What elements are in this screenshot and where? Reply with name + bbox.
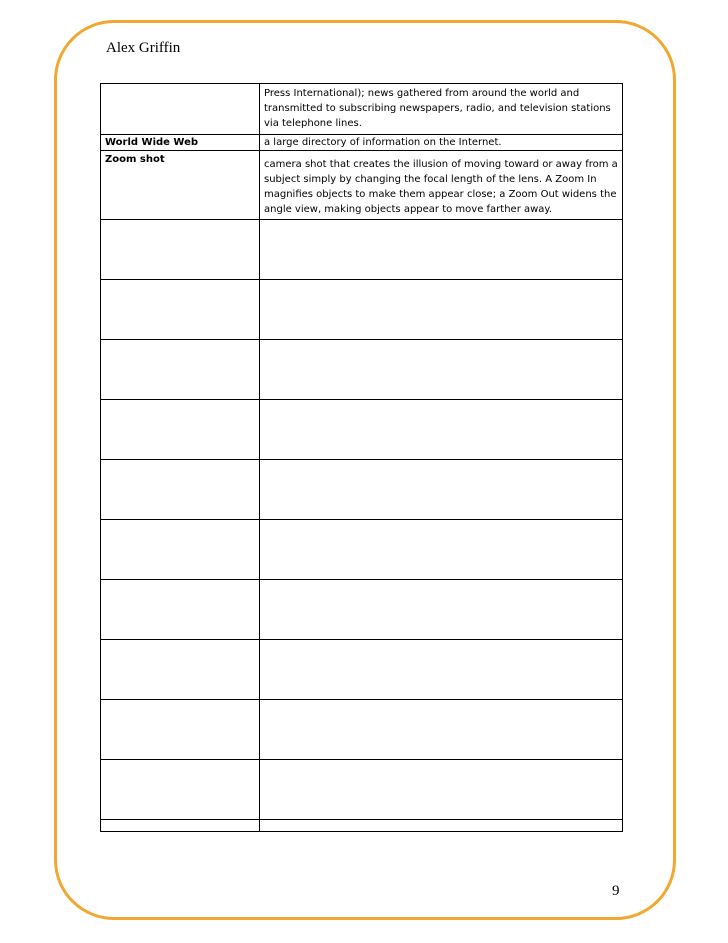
- definition-cell: [260, 700, 623, 760]
- table-row-empty: [101, 340, 623, 400]
- definition-cell: [260, 400, 623, 460]
- term-cell: World Wide Web: [101, 135, 260, 151]
- table-row-empty: [101, 400, 623, 460]
- definition-cell: [260, 460, 623, 520]
- definition-cell: [260, 760, 623, 820]
- definition-cell: [260, 520, 623, 580]
- table-row-empty: [101, 760, 623, 820]
- term-cell: [101, 520, 260, 580]
- table-row-empty: [101, 460, 623, 520]
- definition-cell: [260, 580, 623, 640]
- table-row-empty: [101, 220, 623, 280]
- table-row-empty: [101, 640, 623, 700]
- term-cell: [101, 84, 260, 135]
- author-name: Alex Griffin: [106, 40, 181, 56]
- term-cell: [101, 640, 260, 700]
- term-cell: [101, 340, 260, 400]
- term-cell: [101, 700, 260, 760]
- term-cell: [101, 580, 260, 640]
- table-row-empty: [101, 580, 623, 640]
- definition-cell: camera shot that creates the illusion of moving toward or away from a subject simply by changing the focal length of the lens. A Zoom In magnifies objects to make them appear close; a Zoom Out widens the angle view, making objects appear to move farther away.: [260, 151, 623, 220]
- definition-cell: a large directory of information on the Internet.: [260, 135, 623, 151]
- table-row-empty: [101, 700, 623, 760]
- term-cell: [101, 460, 260, 520]
- definition-cell: [260, 640, 623, 700]
- term-cell: [101, 820, 260, 832]
- term-cell: [101, 760, 260, 820]
- term-cell: Zoom shot: [101, 151, 260, 220]
- definition-cell: [260, 340, 623, 400]
- table-row: [101, 151, 623, 220]
- definition-cell: [260, 220, 623, 280]
- table-row-empty: [101, 820, 623, 832]
- table-row: [101, 84, 623, 135]
- definition-cell: Press International); news gathered from around the world and transmitted to subscribing newspapers, radio, and television stations via telephone lines.: [260, 84, 623, 135]
- table-row: [101, 135, 623, 151]
- table-row-empty: [101, 520, 623, 580]
- definition-cell: [260, 280, 623, 340]
- page-number: 9: [612, 883, 620, 899]
- definition-cell: [260, 820, 623, 832]
- table-row-empty: [101, 280, 623, 340]
- glossary-table: [100, 83, 623, 832]
- term-cell: [101, 280, 260, 340]
- term-cell: [101, 220, 260, 280]
- term-cell: [101, 400, 260, 460]
